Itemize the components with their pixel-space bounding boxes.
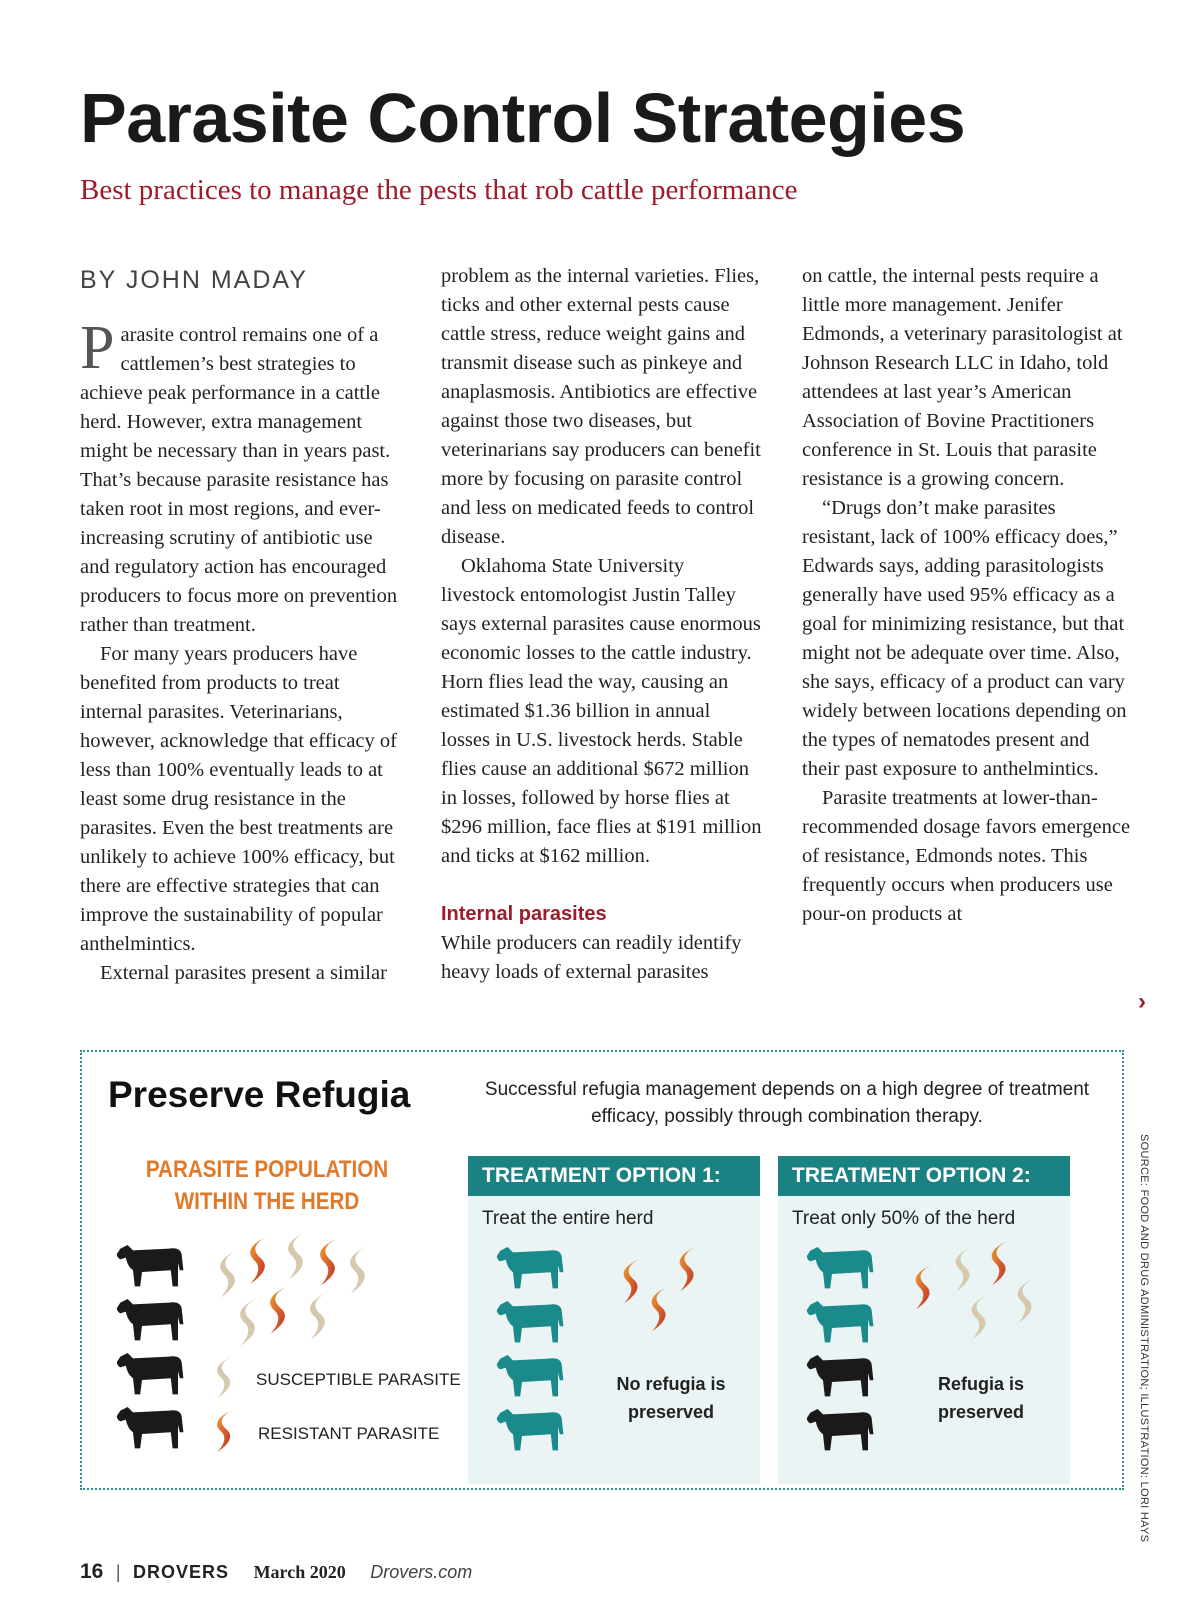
- article-paragraph: [80, 314, 402, 640]
- susceptible-parasite-icon: [972, 1295, 988, 1340]
- article-column-3: [802, 262, 1132, 929]
- susceptible-parasite-icon: [288, 1232, 305, 1280]
- section-heading: Internal parasites: [441, 903, 607, 925]
- resistant-parasite-icon: [320, 1238, 337, 1286]
- website-link[interactable]: Drovers.com: [370, 1562, 473, 1582]
- resistant-parasite-icon: [652, 1287, 668, 1332]
- resistant-parasite-icon: [624, 1259, 640, 1304]
- source-credit: SOURCE: FOOD AND DRUG ADMINISTRATION; ILLUSTRATION: LORI HAYS: [1138, 1134, 1150, 1543]
- result-line: Refugia is: [937, 1374, 1025, 1394]
- sidebar-title: Preserve Refugia: [108, 1074, 411, 1115]
- panel-result: [606, 1370, 736, 1426]
- susceptible-parasite-icon: [240, 1298, 257, 1346]
- cow-icon: [112, 1344, 190, 1398]
- article-paragraph: Oklahoma State University livestock entomologist Justin Talley says external parasites cause enormous economic losses to the cattle industry. Horn flies lead the way, causing an estimated $1.36 billion in annual losses in U.S. livestock herds. Stable flies cause an additional $672 million in losses, followed by horse flies at $296 million, face flies at $191 million and ticks at $162 million.: [441, 555, 762, 867]
- article-paragraph: While producers can readily identify heavy loads of external parasites: [441, 932, 742, 983]
- legend-susceptible-label: SUSCEPTIBLE PARASITE: [256, 1370, 461, 1389]
- susceptible-parasite-icon: [220, 1250, 237, 1298]
- population-title-line: WITHIN THE HERD: [174, 1188, 360, 1215]
- parasite-cluster: [608, 1240, 738, 1340]
- page-footer: [80, 1560, 472, 1584]
- susceptible-parasite-icon: [210, 1354, 246, 1400]
- treated-cow-icon: [492, 1292, 570, 1346]
- treated-cow-icon: [802, 1238, 880, 1292]
- resistant-parasite-icon: [992, 1241, 1008, 1286]
- sidebar-description: Successful refugia management depends on a high degree of treatment efficacy, possibly through combination therapy.: [484, 1079, 1090, 1127]
- footer-separator: |: [115, 1562, 121, 1582]
- result-line: preserved: [627, 1402, 715, 1422]
- paragraph-text: arasite control remains one of a cattlemen’s best strategies to achieve peak performance in a cattle herd. However, extra management might be necessary than in years past. That’s because parasite resistance has taken root in most regions, and ever-increasing scrutiny of antibiotic use and regulatory action has encouraged producers to focus more on prevention rather than treatment.: [80, 324, 398, 636]
- byline: BY JOHN MADAY: [80, 266, 308, 294]
- magazine-logo: DROVERS: [133, 1562, 230, 1582]
- susceptible-parasite-icon: [310, 1292, 327, 1340]
- preserve-refugia-sidebar: [80, 1050, 1124, 1490]
- resistant-parasite-icon: [270, 1286, 287, 1334]
- cow-icon: [112, 1290, 190, 1344]
- article-paragraph: External parasites present a similar: [100, 962, 387, 984]
- article-column-2: [441, 262, 763, 987]
- treated-cow-icon: [492, 1400, 570, 1454]
- susceptible-parasite-icon: [956, 1247, 972, 1292]
- treated-cow-icon: [492, 1346, 570, 1400]
- page-title: Parasite Control Strategies: [80, 79, 966, 157]
- panel-header: TREATMENT OPTION 2:: [778, 1156, 1070, 1196]
- article-column-1: [80, 314, 402, 988]
- cow-icon: [802, 1346, 880, 1400]
- drop-cap: P: [80, 314, 115, 382]
- panel-result: [916, 1370, 1046, 1426]
- article-paragraph: For many years producers have benefited from products to treat internal parasites. Veterinarians, however, acknowledge that efficacy of less than 100% eventually leads to at least some drug resistance in the parasites. Even the best treatments are unlikely to achieve 100% efficacy, but there are effective strategies that can improve the sustainability of popular anthelmintics.: [80, 643, 397, 955]
- resistant-parasite-icon: [680, 1247, 696, 1292]
- resistant-parasite-icon: [210, 1408, 246, 1454]
- article-paragraph: on cattle, the internal pests require a little more management. Jenifer Edmonds, a veterinary parasitologist at Johnson Research LLC in Idaho, told attendees at last year’s American Association of Bovine Practitioners conference in St. Louis that parasite resistance is a growing concern.: [802, 265, 1123, 490]
- panel-subtitle: Treat the entire herd: [482, 1208, 654, 1229]
- treated-cow-icon: [802, 1292, 880, 1346]
- cow-icon: [802, 1400, 880, 1454]
- cow-icon: [112, 1236, 190, 1290]
- legend-resistant-label: RESISTANT PARASITE: [258, 1424, 440, 1443]
- panel-subtitle: Treat only 50% of the herd: [792, 1208, 1016, 1229]
- susceptible-parasite-icon: [350, 1246, 367, 1294]
- resistant-parasite-icon: [916, 1265, 932, 1310]
- population-title-line: PARASITE POPULATION: [145, 1156, 389, 1183]
- result-line: preserved: [937, 1402, 1025, 1422]
- panel-header: TREATMENT OPTION 1:: [468, 1156, 760, 1196]
- chevron-right-icon[interactable]: ›: [1138, 988, 1146, 1015]
- resistant-parasite-icon: [250, 1236, 267, 1284]
- article-paragraph: problem as the internal varieties. Flies, ticks and other external pests cause cattle stress, reduce weight gains and transmit disease such as pinkeye and anaplasmosis. Antibiotics are effective against those two diseases, but veterinarians say producers can benefit more by focusing on parasite control and less on medicated feeds to control disease.: [441, 265, 761, 548]
- cow-icon: [112, 1398, 190, 1452]
- treatment-option-2-panel: [778, 1156, 1070, 1484]
- article-paragraph: “Drugs don’t make parasites resistant, lack of 100% efficacy does,” Edwards says, adding parasitologists generally have used 95% efficacy as a goal for minimizing resistance, but that might not be adequate over time. Also, she says, efficacy of a product can vary widely between locations depending on the types of nematodes present and their past exposure to anthelmintics.: [802, 497, 1127, 780]
- parasite-cluster: [904, 1236, 1054, 1356]
- article-paragraph: Parasite treatments at lower-than-recommended dosage favors emergence of resistance, Edmonds notes. This frequently occurs when producers use pour-on products at: [802, 787, 1131, 925]
- treatment-option-1-panel: [468, 1156, 760, 1484]
- susceptible-parasite-icon: [1018, 1279, 1034, 1324]
- parasite-cluster: [202, 1228, 402, 1358]
- issue-date: March 2020: [253, 1562, 346, 1582]
- treated-cow-icon: [492, 1238, 570, 1292]
- page-subtitle: Best practices to manage the pests that rob cattle performance: [80, 174, 798, 206]
- population-title: [142, 1154, 391, 1218]
- result-line: No refugia is: [616, 1374, 726, 1394]
- page-number: 16: [80, 1560, 104, 1583]
